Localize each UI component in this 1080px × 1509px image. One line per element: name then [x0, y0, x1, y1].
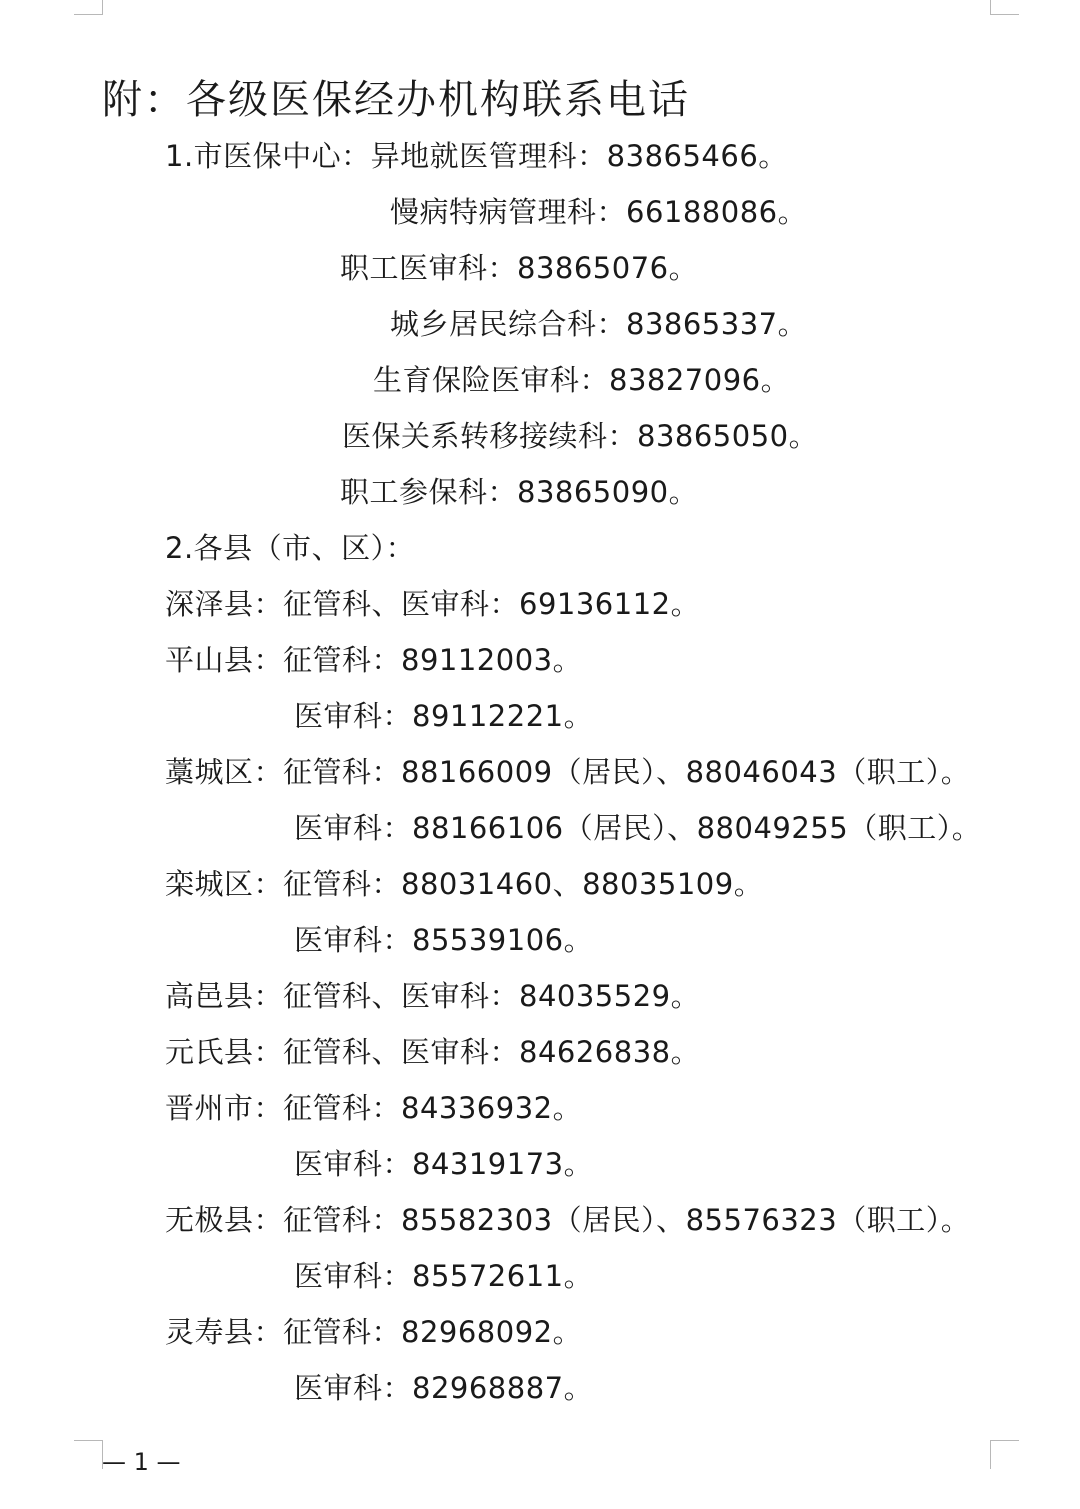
county-contact-line: 无极县：征管科：85582303（居民）、85576323（职工）。 — [165, 1203, 971, 1237]
counties-heading: 2.各县（市、区）： — [165, 531, 416, 565]
county-contact-line: 医审科：88166106（居民）、88049255（职工）。 — [294, 811, 982, 845]
page-corner-mark-bottom-right — [990, 1440, 1019, 1469]
city-center-intro-line: 1.市医保中心：异地就医管理科：83865466。 — [165, 139, 788, 173]
county-contact-line: 元氏县：征管科、医审科：84626838。 — [165, 1035, 701, 1069]
county-contact-line: 医审科：84319173。 — [294, 1147, 594, 1181]
county-contact-line: 栾城区：征管科：88031460、88035109。 — [165, 867, 764, 901]
county-contact-line: 深泽县：征管科、医审科：69136112。 — [165, 587, 701, 621]
county-contact-line: 医审科：89112221。 — [294, 699, 594, 733]
county-contact-line: 藁城区：征管科：88166009（居民）、88046043（职工）。 — [165, 755, 971, 789]
city-center-line: 医保关系转移接续科：83865050。 — [342, 419, 819, 453]
county-contact-line: 灵寿县：征管科：82968092。 — [165, 1315, 583, 1349]
city-center-line: 职工医审科：83865076。 — [340, 251, 699, 285]
county-contact-line: 高邑县：征管科、医审科：84035529。 — [165, 979, 701, 1013]
county-contact-line: 平山县：征管科：89112003。 — [165, 643, 583, 677]
county-contact-line: 医审科：85539106。 — [294, 923, 594, 957]
page-corner-mark-top-right — [990, 0, 1019, 15]
city-center-line: 慢病特病管理科：66188086。 — [390, 195, 808, 229]
county-contact-line: 晋州市：征管科：84336932。 — [165, 1091, 583, 1125]
page-number: — 1 — — [102, 1448, 181, 1476]
county-contact-line: 医审科：85572611。 — [294, 1259, 594, 1293]
document-title: 附：各级医保经办机构联系电话 — [102, 77, 690, 123]
city-center-line: 城乡居民综合科：83865337。 — [390, 307, 808, 341]
city-center-line: 职工参保科：83865090。 — [340, 475, 699, 509]
page-corner-mark-bottom-left — [74, 1440, 103, 1469]
page-corner-mark-top-left — [74, 0, 103, 15]
city-center-line: 生育保险医审科：83827096。 — [373, 363, 791, 397]
county-contact-line: 医审科：82968887。 — [294, 1371, 594, 1405]
